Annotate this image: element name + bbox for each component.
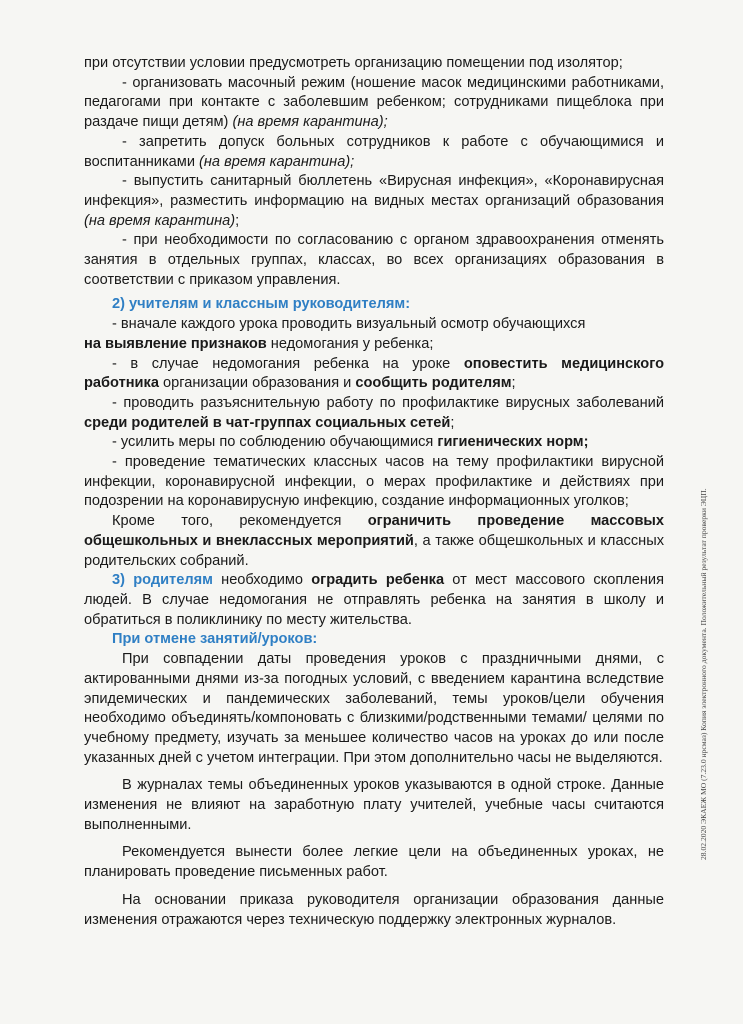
notify-text-c: организации образования и [158,375,356,392]
parents-text-d: от мест массового скопления людей. В случае недомогания не отправлять ребенка на занятия в школу и обратиться в поликлинику по месту жительства. [84,572,664,628]
quarantine-note: (на время карантина); [199,153,355,170]
limit-events-text: Кроме того, рекомендуется [112,513,368,530]
symptoms-text: недомогания у ребенка; [266,335,434,352]
paragraph-parents [84,571,664,630]
sick-staff-text: - запретить допуск больных сотрудников к работе с обучающимися и воспитанниками [84,133,664,170]
paragraph-mask-regime [84,74,664,133]
hygiene-bold: гигиенических норм; [437,434,589,451]
limit-events-bold: ограничить проведение массовых общешкольных и внеклассных мероприятий [84,513,664,549]
quarantine-note: (на время карантина); [232,114,388,131]
limit-events-tail: , а также общешкольных и классных родительских собраний. [84,532,664,569]
notify-bold-medic: оповестить медицинского работника [84,355,664,392]
parents-bold: оградить ребенка [311,572,445,589]
paragraph-bulletin [84,172,664,231]
notify-text-a: - в случае недомогания ребенка на уроке [112,355,464,372]
bulletin-tail: ; [235,212,240,229]
paragraph-explanatory [84,394,664,433]
paragraph-symptoms [84,335,664,355]
paragraph-order: На основании приказа руководителя организации образования данные изменения отражаются через техническую поддержку электронных журналов. [84,891,664,928]
digital-signature-note: 28.02.2020 ЭКАЕЖ МО (7.23.0 нрсмаз) Копия электронного документа. Положительный результат проверки ЭЦП. [699,488,708,860]
heading-cancellation-text: При отмене занятий/уроков: [112,631,318,648]
heading-teachers-text: 2) учителям и классным руководителям: [112,296,411,313]
notify-bold-parents: сообщить родителям [355,375,512,392]
bulletin-text: - выпустить санитарный бюллетень «Вирусная инфекция», «Коронавирусная инфекция», разместить информацию на видных местах организаций образования [84,173,664,209]
paragraph-holidays: При совпадении даты проведения уроков с праздничными днями, с актированными днями из-за погодных условий, с введением карантина вследствие эпидемических и пандемических заболеваний, темы уроков/цели обучения необходимо объединять/компоновать с близкими/родственными темами/ целями по учебному предмету, изучать за меньшее количество часов на уроках до или после указанных дней с учетом интеграции. При этом дополнительно часы не выделяются. [84,651,664,766]
paragraph-notify [84,355,664,394]
quarantine-note: (на время карантина) [84,212,236,229]
parents-text-b: необходимо [212,572,312,589]
paragraph-hygiene [84,433,664,453]
paragraph-sick-staff [84,133,664,172]
paragraph-cancel-classes: - при необходимости по согласованию с органом здравоохранения отменять занятия в отдельных группах, классах, во всех организациях образования в соответствии с приказом управления. [84,232,664,288]
mask-regime-text: - организовать масочный режим (ношение масок медицинскими работниками, педагогами при контакте с заболевшим ребенком; сотрудниками пищеблока при раздаче пищи детям) [84,74,664,131]
paragraph-isolator: при отсутствии условии предусмотреть организацию помещении под изолятор; [84,55,623,71]
paragraph-journals: В журналах темы объединенных уроков указываются в одной строке. Данные изменения не влияют на заработную плату учителей, учебные часы считаются выполненными. [84,777,664,833]
explanatory-bold: среди родителей в чат-группах социальных сетей [84,414,451,431]
parents-heading: 3) родителям [112,572,213,589]
paragraph-visual-check: - вначале каждого урока проводить визуальный осмотр обучающихся [112,316,586,333]
paragraph-class-hours: - проведение тематических классных часов на тему профилактики вирусной инфекции, коронавирусной инфекции, о мерах профилактике и действиях при подозрении на коронавирусную инфекцию, создание информационных уголков; [84,454,664,510]
explanatory-text: - проводить разъяснительную работу по профилактике вирусных заболеваний [112,394,664,411]
symptoms-bold: на выявление признаков [84,335,267,352]
document-body [84,54,664,930]
notify-text-e: ; [511,375,516,392]
explanatory-tail: ; [450,414,455,431]
heading-teachers [84,295,664,315]
heading-cancellation [84,630,664,650]
paragraph-light-goals: Рекомендуется вынести более легкие цели на объединенных уроках, не планировать проведение письменных работ. [84,844,664,881]
hygiene-text: - усилить меры по соблюдению обучающимися [112,434,438,451]
paragraph-limit-events [84,512,664,571]
